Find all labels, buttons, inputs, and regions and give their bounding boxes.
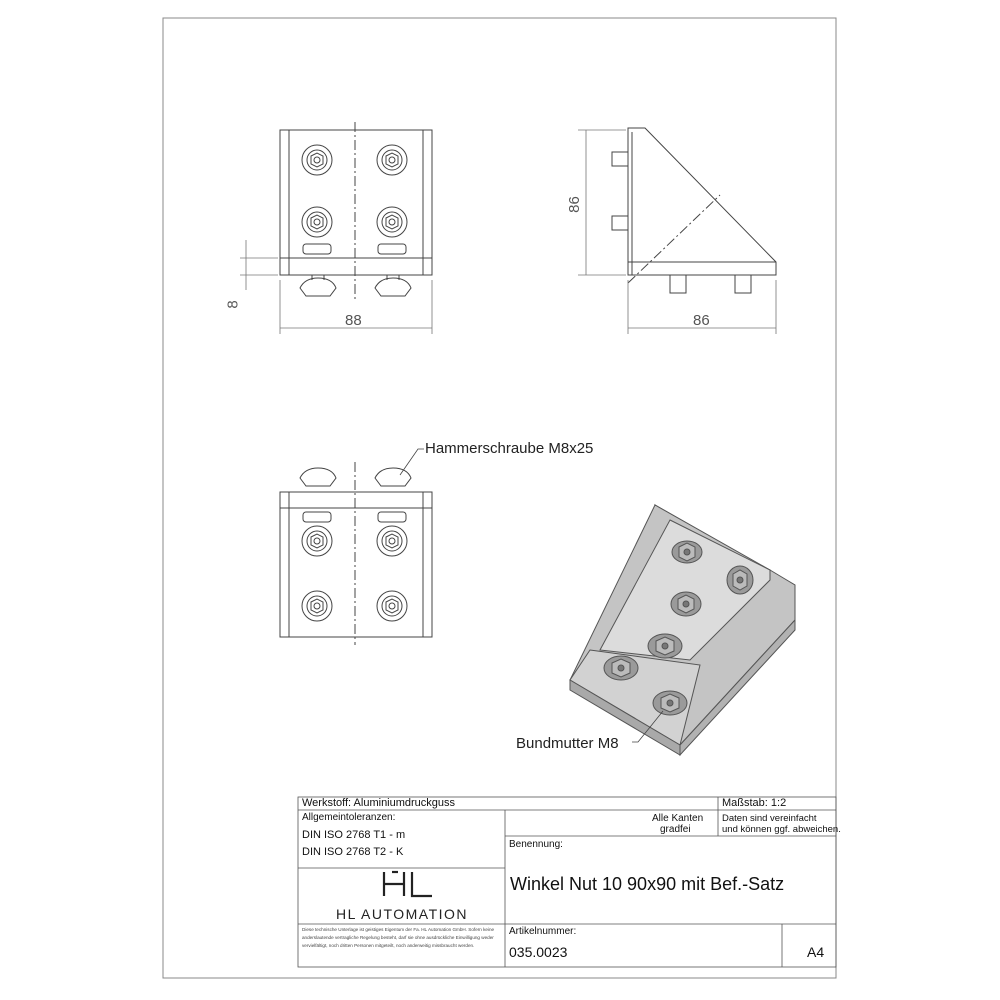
iso-nut (653, 691, 687, 715)
front-view (280, 122, 432, 300)
article-label: Artikelnummer: (509, 926, 577, 937)
edges-line1: Alle Kanten (652, 813, 704, 824)
iso-nut (671, 592, 701, 616)
callout-hammer-screw: Hammerschraube M8x25 (425, 440, 594, 457)
dim-front-width: 88 (345, 312, 362, 329)
scale: Maßstab: 1:2 (722, 797, 787, 809)
bottom-bolt (302, 591, 332, 621)
front-bolt (377, 145, 407, 175)
front-bolt (302, 207, 332, 237)
note-line2: und können ggf. abweichen. (722, 824, 841, 835)
dim-side-width: 86 (693, 312, 710, 329)
hammer-screw-leader (400, 449, 424, 475)
designation-label: Benennung: (509, 839, 563, 850)
note-line1: Daten sind vereinfacht (722, 813, 817, 824)
edges-line2: gradfei (660, 824, 691, 835)
material: Werkstoff: Aluminiumdruckguss (302, 797, 456, 809)
tolerance-1: DIN ISO 2768 T1 - m (302, 829, 406, 841)
front-bolt (377, 207, 407, 237)
side-view (612, 128, 776, 293)
callout-flange-nut: Bundmutter M8 (516, 735, 619, 752)
bottom-bolt (377, 591, 407, 621)
iso-nut (672, 541, 702, 563)
legal-notice: Diese technische Unterlage ist geistiges Eigentum der Fa. HL Automation GmbH. Sofern keine anderslautende vertragliche Regelung besteht, darf sie ohne ausdrückliche Einwilligung weder vervielfältigt, noch dritten Personen mitgeteilt, noch anderweitig missbraucht werden. (302, 927, 495, 949)
dim-front-slot: 8 (224, 300, 242, 309)
article-number: 035.0023 (509, 944, 568, 960)
bottom-bolt (302, 526, 332, 556)
dim-side-height: 86 (565, 196, 583, 213)
isometric-view (570, 505, 795, 755)
bottom-view (280, 462, 432, 645)
tolerance-2: DIN ISO 2768 T2 - K (302, 846, 404, 858)
general-tolerances-label: Allgemeintoleranzen: (302, 812, 396, 823)
paper-size: A4 (807, 944, 825, 960)
front-bolt (302, 145, 332, 175)
bottom-bolt (377, 526, 407, 556)
iso-nut (727, 566, 753, 594)
hl-logo (384, 872, 432, 896)
company-name: HL AUTOMATION (336, 906, 469, 922)
iso-nut (648, 634, 682, 658)
iso-nut (604, 656, 638, 680)
designation: Winkel Nut 10 90x90 mit Bef.-Satz (510, 874, 785, 894)
